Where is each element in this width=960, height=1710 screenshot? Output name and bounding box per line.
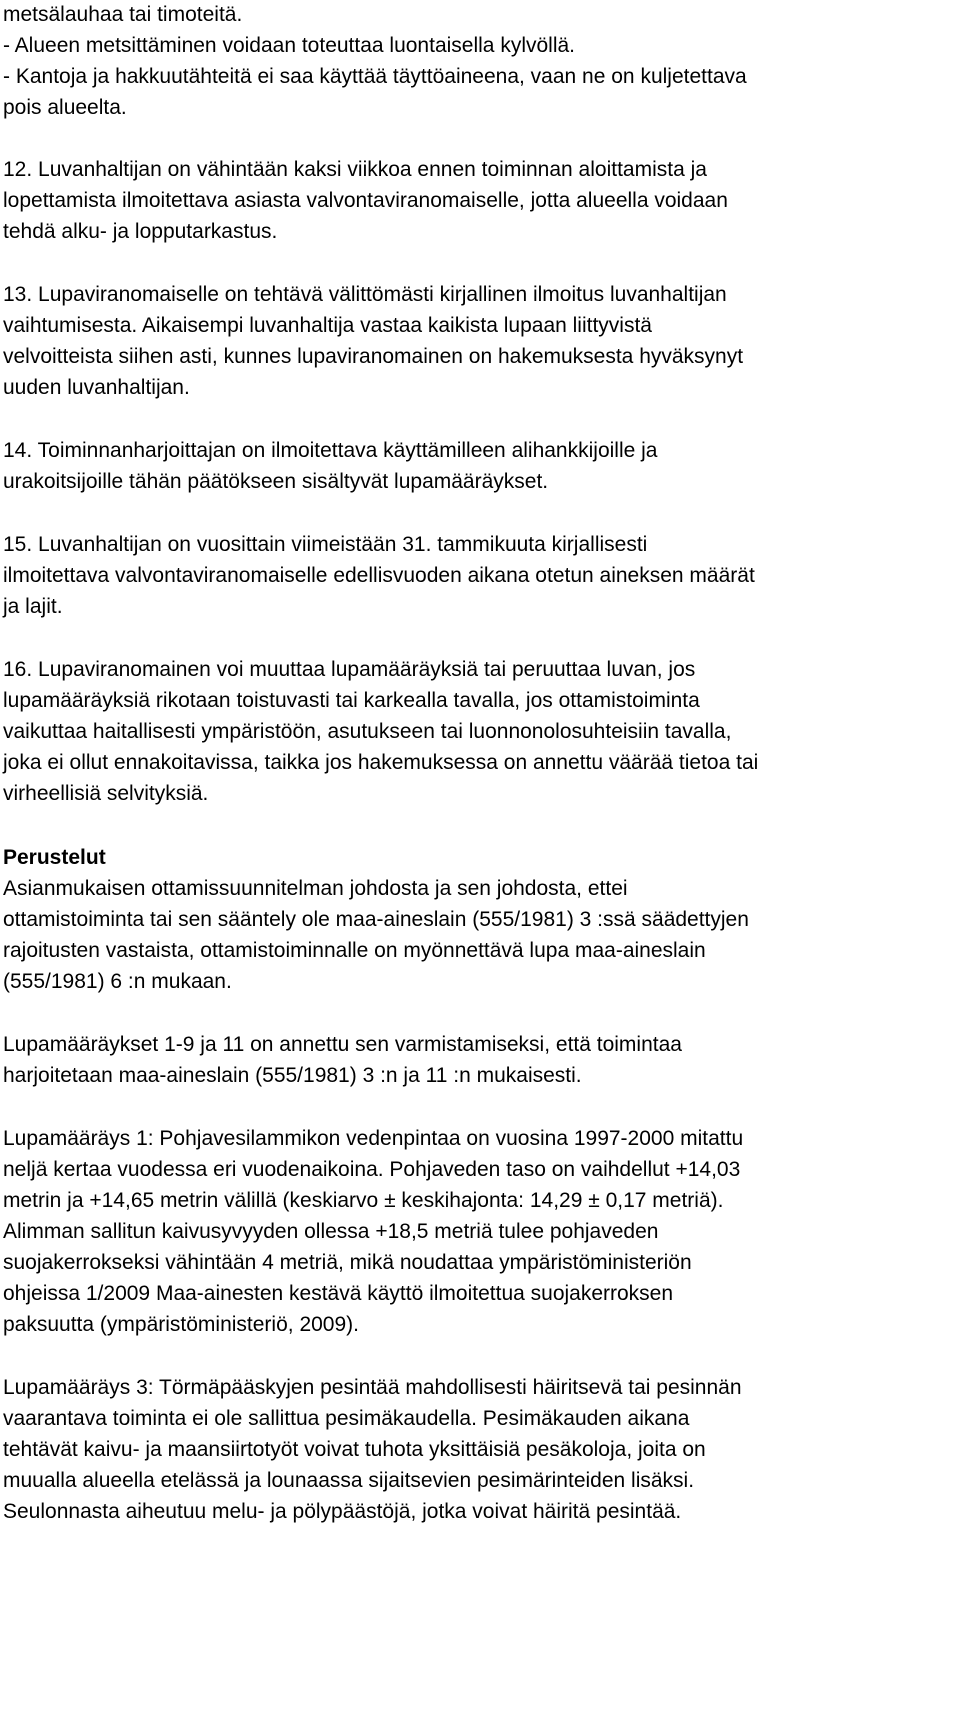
item-13-line: vaihtumisesta. Aikaisempi luvanhaltija vastaa kaikista lupaan liittyvistä [3,314,652,337]
item-13-line: uuden luvanhaltijan. [3,376,190,399]
item-14-line: urakoitsijoille tähän päätökseen sisältyvät lupamääräykset. [3,470,549,493]
maarays-1-line: Lupamääräys 1: Pohjavesilammikon vedenpintaa on vuosina 1997-2000 mitattu [3,1127,744,1150]
item-13-line: 13. Lupaviranomaiselle on tehtävä välittömästi kirjallinen ilmoitus luvanhaltijan [3,283,727,306]
maarays-3-line: Lupamääräys 3: Törmäpääskyjen pesintää mahdollisesti häiritsevä tai pesinnän [3,1376,742,1399]
maarays-1-line: Alimman sallitun kaivusyvyyden ollessa +18,5 metriä tulee pohjaveden [3,1220,659,1243]
perustelut-line: ottamistoiminta tai sen sääntely ole maa-aineslain (555/1981) 3 :ssä säädettyjen [3,908,749,931]
maarays-1-line: neljä kertaa vuodessa eri vuodenaikoina. Pohjaveden taso on vaihdellut +14,03 [3,1158,741,1181]
text-line: - Kantoja ja hakkuutähteitä ei saa käyttää täyttöaineena, vaan ne on kuljetettava [3,65,747,88]
item-12-line: lopettamista ilmoitettava asiasta valvontaviranomaiselle, jotta alueella voidaan [3,189,728,212]
maarays-3-line: tehtävät kaivu- ja maansiirtotyöt voivat tuhota yksittäisiä pesäkoloja, joita on [3,1438,706,1461]
item-15-line: 15. Luvanhaltijan on vuosittain viimeistään 31. tammikuuta kirjallisesti [3,533,648,556]
maarays-1-line: ohjeissa 1/2009 Maa-ainesten kestävä käyttö ilmoitettua suojakerroksen [3,1282,674,1305]
item-15-line: ja lajit. [3,595,63,618]
perustelut-line: Asianmukaisen ottamissuunnitelman johdosta ja sen johdosta, ettei [3,877,628,900]
item-15-line: ilmoitettava valvontaviranomaiselle edellisvuoden aikana otetun aineksen määrät [3,564,755,587]
maarays-1-line: paksuutta (ympäristöministeriö, 2009). [3,1313,359,1336]
item-12-line: 12. Luvanhaltijan on vähintään kaksi viikkoa ennen toiminnan aloittamista ja [3,158,707,181]
perustelut-line: rajoitusten vastaista, ottamistoiminnalle on myönnettävä lupa maa-aineslain [3,939,706,962]
section-heading: Perustelut [3,846,106,869]
perustelut-line: (555/1981) 6 :n mukaan. [3,970,232,993]
maarays-1-line: suojakerrokseksi vähintään 4 metriä, mikä noudattaa ympäristöministeriön [3,1251,692,1274]
item-16-line: virheellisiä selvityksiä. [3,782,209,805]
text-line: pois alueelta. [3,96,127,119]
maarays-1-line: metrin ja +14,65 metrin välillä (keskiarvo ± keskihajonta: 14,29 ± 0,17 metriä). [3,1189,724,1212]
maarays-3-line: vaarantava toiminta ei ole sallittua pesimäkaudella. Pesimäkauden aikana [3,1407,690,1430]
maarays-3-line: Seulonnasta aiheutuu melu- ja pölypäästöjä, jotka voivat häiritä pesintää. [3,1500,682,1523]
item-16-line: 16. Lupaviranomainen voi muuttaa lupamääräyksiä tai peruuttaa luvan, jos [3,658,696,681]
text-line: - Alueen metsittäminen voidaan toteuttaa luontaisella kylvöllä. [3,34,576,57]
item-12-line: tehdä alku- ja lopputarkastus. [3,220,278,243]
item-16-line: joka ei ollut ennakoitavissa, taikka jos hakemuksessa on annettu väärää tietoa tai [3,751,759,774]
item-16-line: vaikuttaa haitallisesti ympäristöön, asutukseen tai luonnonolosuhteisiin tavalla, [3,720,732,743]
item-13-line: velvoitteista siihen asti, kunnes lupaviranomainen on hakemuksesta hyväksynyt [3,345,744,368]
maaraykset-line: harjoitetaan maa-aineslain (555/1981) 3 :n ja 11 :n mukaisesti. [3,1064,582,1087]
text-line: metsälauhaa tai timoteitä. [3,3,243,26]
item-14-line: 14. Toiminnanharjoittajan on ilmoitettava käyttämilleen alihankkijoille ja [3,439,658,462]
maarays-3-line: muualla alueella etelässä ja lounaassa sijaitsevien pesimärinteiden lisäksi. [3,1469,695,1492]
item-16-line: lupamääräyksiä rikotaan toistuvasti tai karkealla tavalla, jos ottamistoiminta [3,689,700,712]
maaraykset-line: Lupamääräykset 1-9 ja 11 on annettu sen varmistamiseksi, että toimintaa [3,1033,682,1056]
